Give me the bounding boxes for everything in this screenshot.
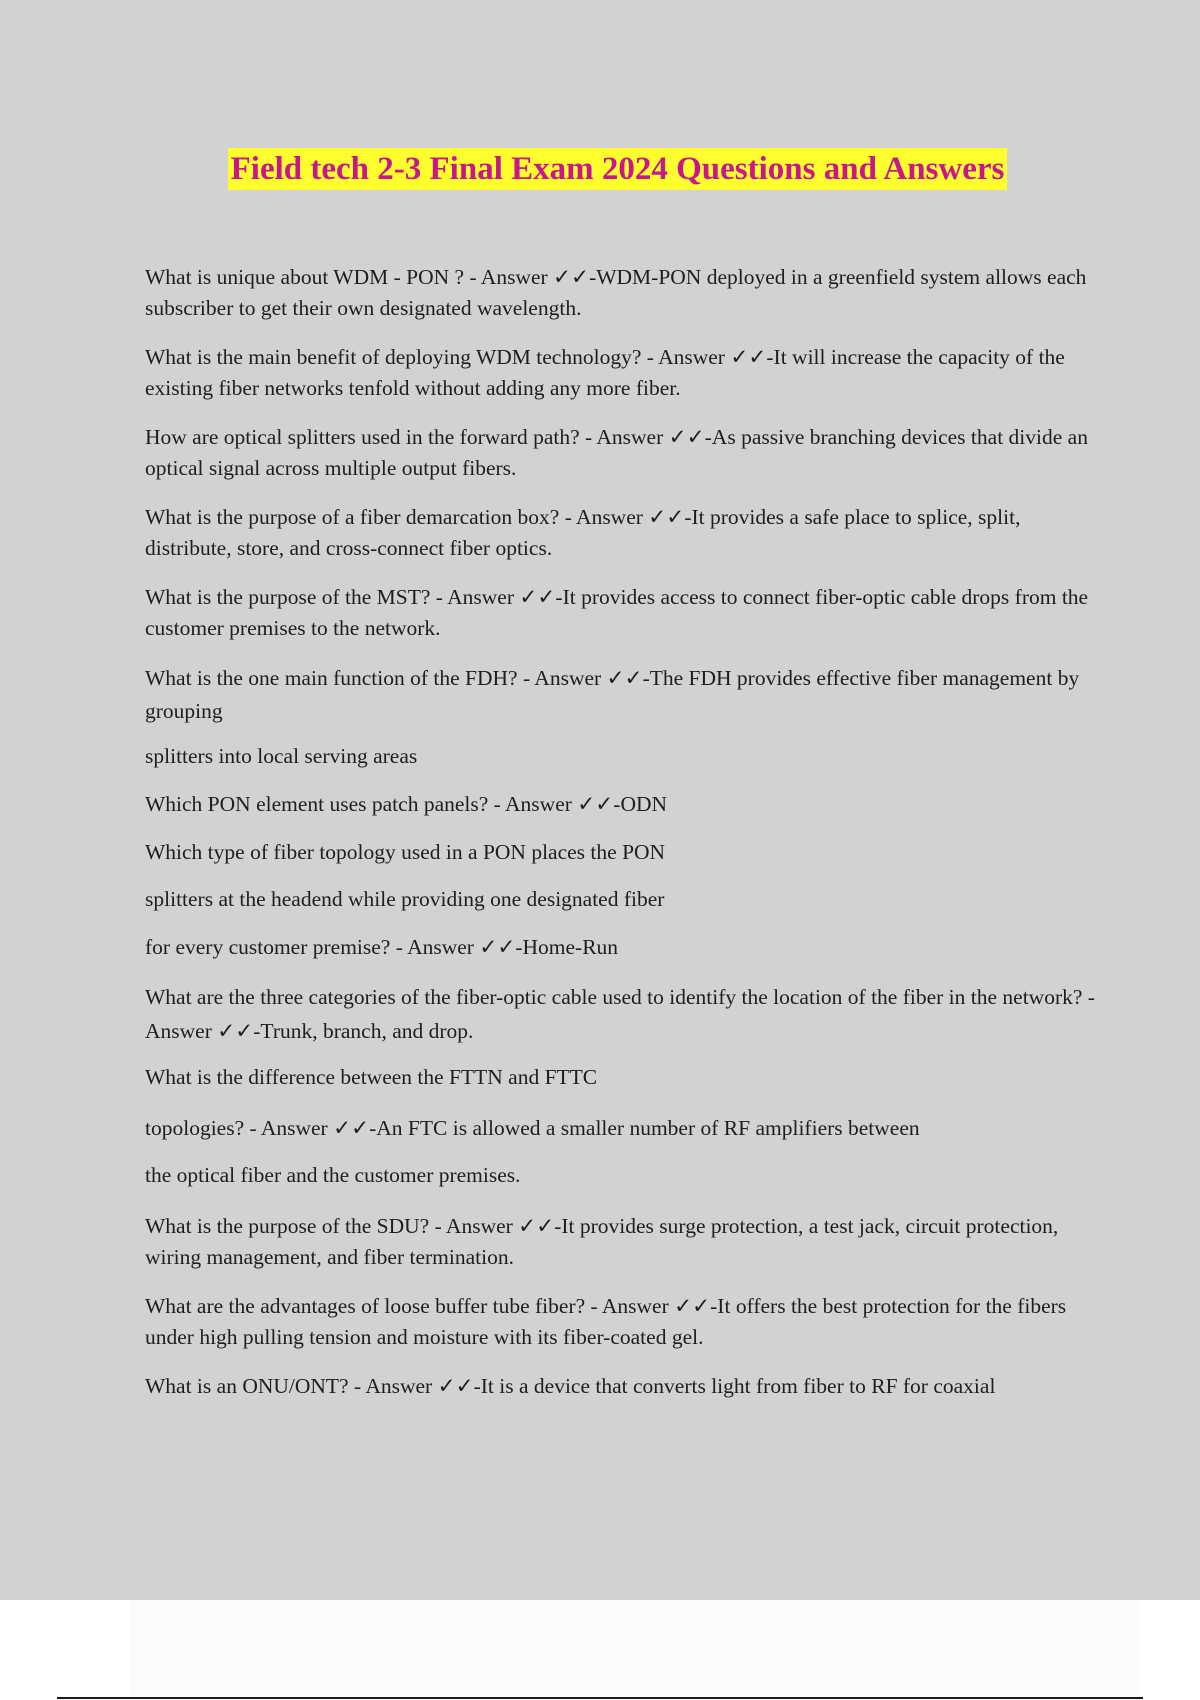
qa-paragraph: What are the three categories of the fiber-optic cable used to identify the location of the fiber in the network? - Answer ✓✓-Trunk, branch, and drop. (145, 985, 1095, 1043)
qa-paragraph: splitters into local serving areas (145, 744, 418, 768)
qa-content (145, 262, 1095, 1402)
qa-paragraph: What is the purpose of the MST? - Answer ✓✓-It provides access to connect fiber-optic cable drops from the customer premises to the network. (145, 585, 1089, 640)
qa-paragraph: What is unique about WDM - PON ? - Answer ✓✓-WDM-PON deployed in a greenfield system allows each subscriber to get their own designated wavelength. (145, 265, 1087, 320)
qa-paragraph: How are optical splitters used in the forward path? - Answer ✓✓-As passive branching devices that divide an optical signal across multiple output fibers. (145, 425, 1088, 480)
qa-paragraph: What is the purpose of a fiber demarcation box? - Answer ✓✓-It provides a safe place to splice, split, distribute, store, and cross-connect fiber optics. (145, 505, 1021, 560)
qa-paragraph: splitters at the headend while providing one designated fiber (145, 887, 665, 911)
qa-paragraph: the optical fiber and the customer premises. (145, 1163, 521, 1187)
title-container (0, 148, 1200, 190)
page-footer (0, 1600, 1200, 1700)
qa-paragraph: What is an ONU/ONT? - Answer ✓✓-It is a device that converts light from fiber to RF for coaxial (145, 1374, 996, 1398)
qa-paragraph: What is the difference between the FTTN and FTTC (145, 1065, 598, 1089)
footer-divider (57, 1697, 1143, 1699)
qa-paragraph: Which type of fiber topology used in a PON places the PON (145, 840, 666, 864)
qa-paragraph: Which PON element uses patch panels? - Answer ✓✓-ODN (145, 792, 668, 816)
qa-paragraph: What is the one main function of the FDH? - Answer ✓✓-The FDH provides effective fiber management by grouping (145, 666, 1080, 723)
qa-paragraph: topologies? - Answer ✓✓-An FTC is allowed a smaller number of RF amplifiers between (145, 1116, 920, 1140)
document-title: Field tech 2-3 Final Exam 2024 Questions and Answers (228, 148, 1008, 190)
footer-panel (130, 1600, 1140, 1696)
qa-paragraph: What are the advantages of loose buffer tube fiber? - Answer ✓✓-It offers the best protection for the fibers under high pulling tension and moisture with its fiber-coated gel. (145, 1294, 1067, 1349)
qa-paragraph: What is the purpose of the SDU? - Answer ✓✓-It provides surge protection, a test jack, circuit protection, wiring management, and fiber termination. (145, 1214, 1059, 1269)
qa-paragraph: for every customer premise? - Answer ✓✓-Home-Run (145, 935, 619, 959)
qa-paragraph: What is the main benefit of deploying WDM technology? - Answer ✓✓-It will increase the capacity of the existing fiber networks tenfold without adding any more fiber. (145, 345, 1065, 400)
